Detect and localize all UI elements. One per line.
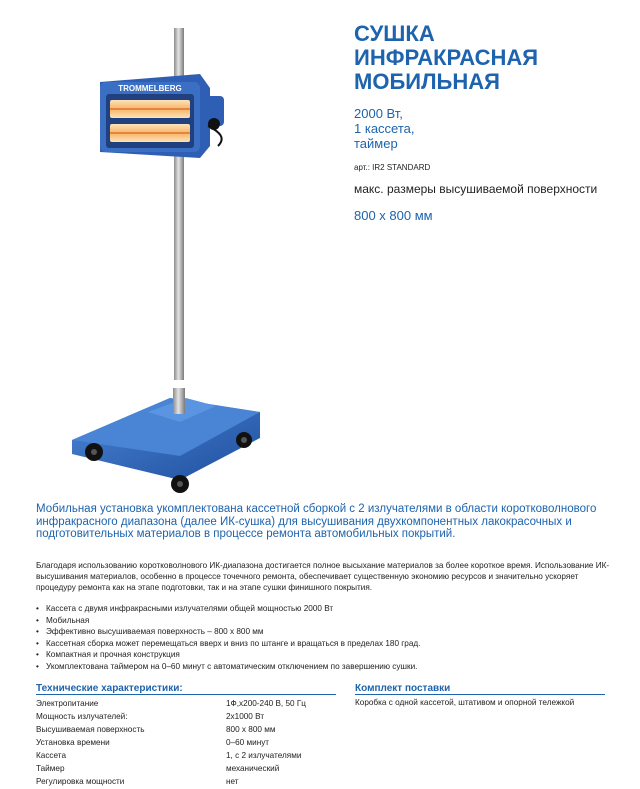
feature-list xyxy=(36,603,616,672)
product-header xyxy=(354,22,624,223)
short-spec-cassette: 1 кассета, xyxy=(354,121,415,136)
short-specs xyxy=(354,106,624,151)
spec-value: механический xyxy=(226,764,280,773)
spec-label: Установка времени xyxy=(36,738,110,747)
spec-value: 1Ф,х200-240 В, 50 Гц xyxy=(226,699,306,708)
tech-specs-table xyxy=(36,697,346,788)
tech-specs-heading: Технические характеристики: xyxy=(36,683,183,694)
short-spec-timer: таймер xyxy=(354,136,398,151)
feature-item: • Мобильная xyxy=(36,615,616,627)
feature-item: • Кассета с двумя инфракрасными излучателями общей мощностью 2000 Вт xyxy=(36,603,616,615)
kit-contents: Коробка с одной кассетой, штативом и опорной тележкой xyxy=(355,698,575,707)
spec-label: Регулировка мощности xyxy=(36,777,125,786)
body-paragraph: Благодаря использованию коротковолнового ИК-диапазона достигается полное высыхание материалов за более короткое время. Использование ИК-высушивания материалов, особенно в процессе точечного ремонта, обеспечивает существенную экономию ресурсов и значительно ускоряет процедуру ремонта как на этапе подготовки, так и на этапе сушки финишного покрытия. xyxy=(36,561,610,592)
max-size-label: макс. размеры высушиваемой поверхности xyxy=(354,182,598,196)
feature-item: • Кассетная сборка может перемещаться вверх и вниз по штанге и вращаться в пределах 180 град. xyxy=(36,638,616,650)
spec-label: Кассета xyxy=(36,751,67,760)
brand-label: TROMMELBERG xyxy=(118,84,182,93)
spec-label: Таймер xyxy=(36,764,65,773)
spec-label: Высушиваемая поверхность xyxy=(36,725,145,734)
article-number: арт.: IR2 STANDARD xyxy=(354,163,431,172)
table-row xyxy=(36,762,346,775)
table-row xyxy=(36,775,346,788)
spec-value: нет xyxy=(226,777,239,786)
lamp-cassette xyxy=(100,74,224,158)
spec-value: 0–60 минут xyxy=(226,738,270,747)
feature-item: • Укомплектована таймером на 0–60 минут с автоматическим отключением по завершению сушки. xyxy=(36,661,616,673)
title-line: МОБИЛЬНАЯ xyxy=(354,69,500,94)
lead-paragraph: Мобильная установка укомплектована кассетной сборкой с 2 излучателями в области коротковолнового инфракрасного диапазона (далее ИК-сушка) для высушивания двухкомпонентных лакокрасочных и подготовительных материалов в процессе ремонта автомобильных покрытий. xyxy=(36,503,597,540)
title-line: СУШКА xyxy=(354,21,435,46)
title-line: ИНФРАКРАСНАЯ xyxy=(354,45,539,70)
table-row xyxy=(36,723,346,736)
table-row xyxy=(36,697,346,710)
short-spec-power: 2000 Вт, xyxy=(354,106,403,121)
table-row xyxy=(36,710,346,723)
divider xyxy=(36,694,336,695)
spec-value: 2х1000 Вт xyxy=(226,712,265,721)
table-row xyxy=(36,749,346,762)
table-row xyxy=(36,736,346,749)
divider xyxy=(355,694,605,695)
mobile-base xyxy=(72,388,260,493)
kit-heading: Комплект поставки xyxy=(355,683,451,694)
spec-value: 1, с 2 излучателями xyxy=(226,751,302,760)
max-size-value: 800 х 800 мм xyxy=(354,208,433,223)
spec-value: 800 х 800 мм xyxy=(226,725,276,734)
spec-label: Электропитание xyxy=(36,699,99,708)
product-image xyxy=(60,20,280,500)
feature-item: • Компактная и прочная конструкция xyxy=(36,649,616,661)
page-title xyxy=(354,22,624,94)
spec-label: Мощность излучателей: xyxy=(36,712,128,721)
feature-item: • Эффективно высушиваемая поверхность – 800 х 800 мм xyxy=(36,626,616,638)
